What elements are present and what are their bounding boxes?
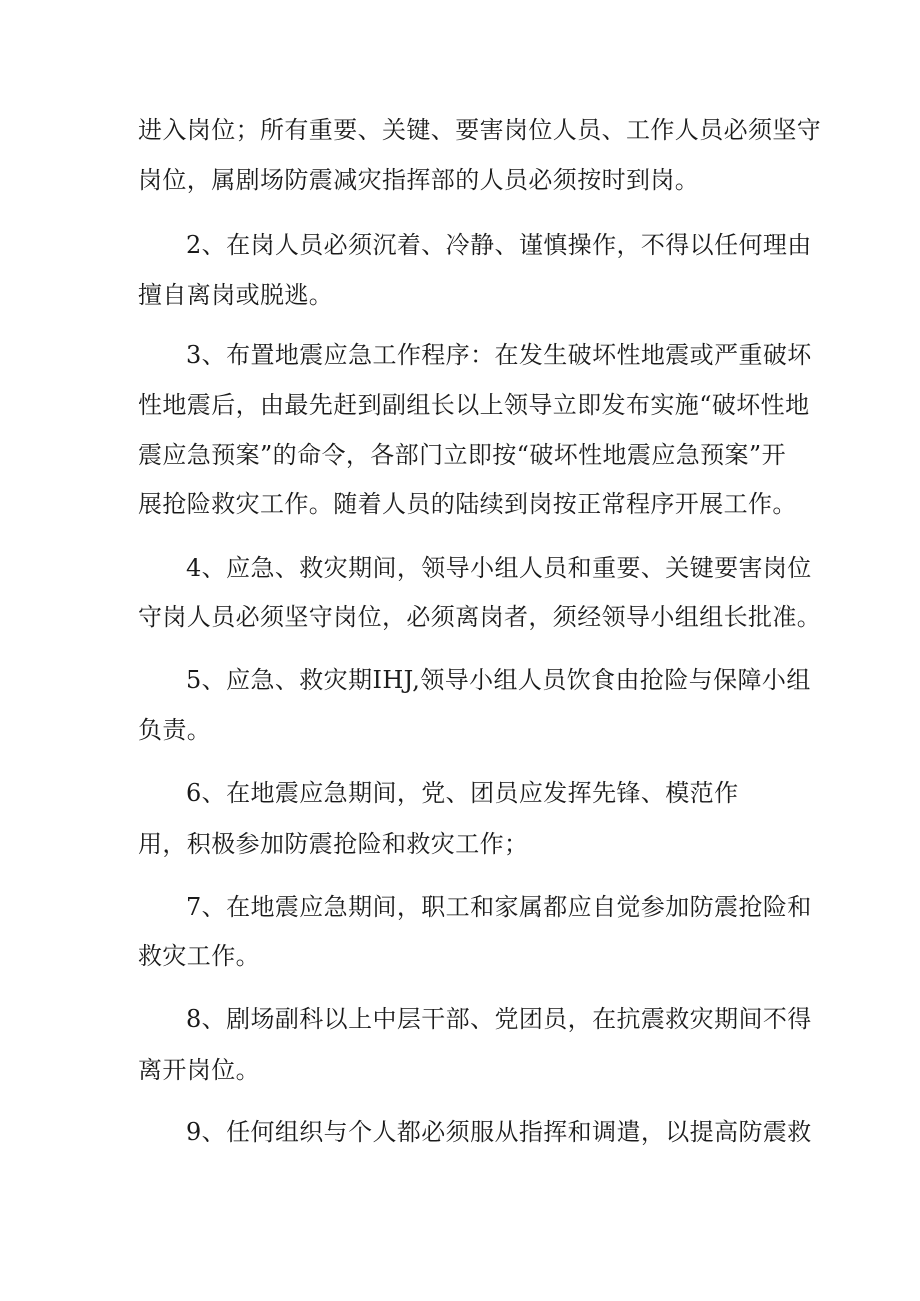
text-line-18: 离开岗位。 <box>138 1056 260 1084</box>
text-line-5: 3、布置地震应急工作程序：在发生破坏性地震或严重破坏 <box>186 341 812 369</box>
text-line-9: 4、应急、救灾期间，领导小组人员和重要、关键要害岗位 <box>186 554 812 582</box>
text-line-1: 进入岗位；所有重要、关键、要害岗位人员、工作人员必须坚守 <box>138 116 822 144</box>
text-line-11: 5、应急、救灾期IHJ,领导小组人员饮食由抢险与保障小组 <box>186 666 811 694</box>
text-line-7: 震应急预案”的命令，各部门立即按“破坏性地震应急预案”开 <box>138 441 787 469</box>
text-line-16: 救灾工作。 <box>138 942 260 970</box>
text-line-8: 展抢险救灾工作。随着人员的陆续到岗按正常程序开展工作。 <box>138 490 797 518</box>
text-line-17: 8、剧场副科以上中层干部、党团员，在抗震救灾期间不得 <box>186 1005 812 1033</box>
text-line-6: 性地震后，由最先赶到副组长以上领导立即发布实施“破坏性地 <box>138 391 810 419</box>
text-line-12: 负责。 <box>138 716 212 744</box>
text-line-14: 用，积极参加防震抢险和救灾工作； <box>138 830 529 858</box>
text-line-15: 7、在地震应急期间，职工和家属都应自觉参加防震抢险和 <box>186 893 812 921</box>
text-line-19: 9、任何组织与个人都必须服从指挥和调遣，以提高防震救 <box>186 1118 812 1146</box>
text-line-2: 岗位，属剧场防震减灾指挥部的人员必须按时到岗。 <box>138 166 700 194</box>
text-line-13: 6、在地震应急期间，党、团员应发挥先锋、模范作 <box>186 779 739 807</box>
text-line-10: 守岗人员必须坚守岗位，必须离岗者，须经领导小组组长批准。 <box>138 603 822 631</box>
text-line-4: 擅自离岗或脱逃。 <box>138 281 334 309</box>
text-line-3: 2、在岗人员必须沉着、冷静、谨慎操作，不得以任何理由 <box>186 231 812 259</box>
